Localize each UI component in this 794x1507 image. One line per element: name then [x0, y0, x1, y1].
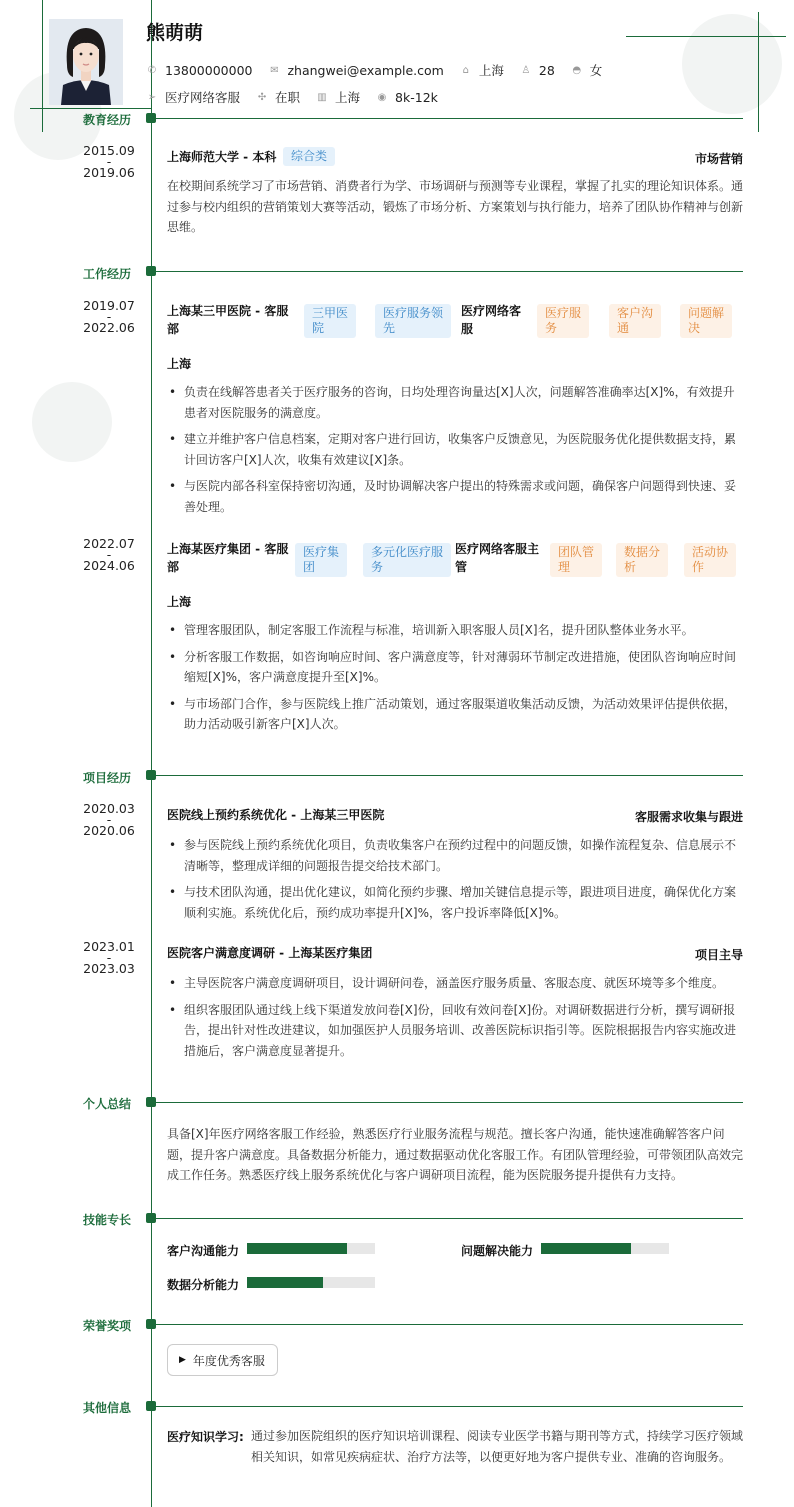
- skill-bar: [247, 1243, 375, 1254]
- tag-line: 客户沟: [617, 306, 654, 320]
- work-company: [167, 540, 295, 576]
- tag-line: 决: [688, 321, 701, 335]
- date-sep: -: [106, 154, 112, 169]
- tag-line: 先: [383, 321, 396, 335]
- project-bullets: [167, 835, 744, 929]
- tag-line: 团队管: [558, 545, 595, 559]
- salary-text: 8k-12k: [395, 89, 438, 105]
- date-sep: -: [106, 309, 112, 324]
- date-sep: -: [106, 950, 112, 965]
- project-start: 2023.01: [83, 939, 135, 954]
- work-bullets: [167, 382, 744, 523]
- skill-label: 数据分析能力: [167, 1278, 240, 1292]
- age-icon: ♙: [521, 64, 531, 76]
- section-divider: [156, 1218, 743, 1219]
- work-company-line2: 部: [167, 560, 180, 574]
- section-divider: [156, 1102, 743, 1103]
- work-bullets: [167, 620, 744, 741]
- status-icon: ✣: [257, 91, 267, 103]
- tag-line: 医疗集: [303, 545, 340, 559]
- other-label: 医疗知识学习:: [167, 1430, 244, 1444]
- section-dot: [146, 266, 156, 276]
- work-company-line2: 部: [167, 322, 180, 336]
- section-title-project: 项目经历: [83, 771, 132, 785]
- building-icon: ▥: [317, 91, 327, 103]
- section-dot: [146, 1097, 156, 1107]
- date-sep: -: [106, 812, 112, 827]
- project-start: 2020.03: [83, 801, 135, 816]
- contact-row: [146, 61, 618, 79]
- city-text: 上海: [478, 63, 504, 78]
- skill-bar-fill: [541, 1243, 631, 1254]
- list-item: • 主导医院客户满意度调研项目，设计调研问卷，涵盖医疗服务质量、客服态度、就医环境等多个维度。: [167, 973, 744, 994]
- mail-icon: ✉: [270, 64, 279, 76]
- job-row: [146, 88, 454, 106]
- phone-text: 13800000000: [165, 62, 253, 78]
- work-tag: [295, 543, 347, 577]
- send-icon: ➢: [147, 91, 157, 103]
- tag-line: 医疗服: [545, 306, 582, 320]
- edu-tag: 综合类: [283, 147, 335, 166]
- profile-photo: [49, 19, 123, 105]
- list-item: • 组织客服团队通过线上线下渠道发放问卷[X]份，回收有效问卷[X]份。对调研数据进行分析，撰写调研报告，提出针对性改进建议，如加强医护人员服务培训、改善医院标识指引等。医院根据报告内容实施改进措施后，客户满意度显著提升。: [167, 1000, 744, 1062]
- work-end: 2022.06: [83, 320, 135, 335]
- skill-label: 客户沟通能力: [167, 1244, 240, 1258]
- home-icon: ⌂: [462, 64, 470, 76]
- project-role: 客服需求收集与跟进: [634, 810, 743, 824]
- edu-school: 上海师范大学 - 本科: [167, 150, 277, 164]
- project-end: 2023.03: [83, 961, 135, 976]
- project-title: 医院线上预约系统优化 - 上海某三甲医院: [167, 808, 385, 822]
- list-item: • 负责在线解答患者关于医疗服务的咨询，日均处理咨询量达[X]人次，问题解答准确率达[X]%，有效提升患者对医院服务的满意度。: [167, 382, 744, 423]
- section-title-skills: 技能专长: [83, 1213, 132, 1227]
- work-company-line1: 上海某三甲医院 - 客服: [167, 304, 289, 318]
- salary-icon: ◉: [377, 91, 387, 103]
- section-title-summary: 个人总结: [83, 1097, 132, 1111]
- work-skill-tag: [537, 304, 589, 338]
- tag-line: 理: [558, 560, 571, 574]
- skill-label: 问题解决能力: [461, 1244, 534, 1258]
- job-item: [146, 88, 240, 106]
- candidate-name: 熊萌萌: [146, 22, 204, 44]
- project-title: 医院客户满意度调研 - 上海某医疗集团: [167, 946, 373, 960]
- work-end: 2024.06: [83, 558, 135, 573]
- gender-text: 女: [589, 63, 603, 78]
- edu-date: [80, 145, 138, 178]
- work-role-line2: 服: [461, 322, 474, 336]
- tag-line: 作: [692, 560, 705, 574]
- skill-bar: [247, 1277, 375, 1288]
- summary-text: 具备[X]年医疗网络客服工作经验，熟悉医疗行业服务流程与规范。擅长客户沟通，能快速准确解答客户问题，提升客户满意度。具备数据分析能力，通过数据驱动优化客服工作。有团队管理经验，可带领团队高效完成工作任务。熟悉医疗线上服务系统优化与客户调研项目流程，能为医院服务提升提供有力支持。: [167, 1127, 744, 1182]
- age-text: 28: [538, 62, 555, 78]
- edu-description: 在校期间系统学习了市场营销、消费者行为学、市场调研与预测等专业课程，掌握了扎实的理论知识体系。通过参与校内组织的营销策划大赛等活动，锻炼了市场分析、方案策划与执行能力，培养了团队协作精神与创新思维。: [167, 179, 744, 234]
- email-text: zhangwei@example.com: [287, 62, 444, 78]
- other-text: 通过参加医院组织的医疗知识培训课程、阅读专业医学书籍与期刊等方式，持续学习医疗领域相关知识，如常见疾病症状、治疗方法等，以便更好地为客户提供专业、准确的咨询服务。: [251, 1429, 744, 1464]
- phone-item: [146, 63, 252, 78]
- list-item: • 建立并维护客户信息档案，定期对客户进行回访，收集客户反馈意见，为医院服务优化提供数据支持，累计回访客户[X]人次，收集有效建议[X]条。: [167, 429, 744, 470]
- list-item: • 分析客服工作数据，如咨询响应时间、客户满意度等，针对薄弱环节制定改进措施，使团队咨询响应时间缩短[X]%，客户满意度提升至[X]%。: [167, 647, 744, 688]
- work-location: 上海: [167, 595, 192, 609]
- tag-line: 活动协: [692, 545, 729, 559]
- decor-vline-left: [42, 0, 43, 132]
- gender-icon: ◓: [572, 64, 582, 76]
- age-item: [520, 63, 555, 78]
- decor-hline-right: [626, 36, 786, 37]
- section-divider: [156, 118, 743, 119]
- work-company: [167, 302, 297, 338]
- tag-line: 多元化医疗服: [371, 545, 444, 559]
- play-icon: ▶: [179, 1355, 186, 1365]
- work-date: [80, 538, 138, 571]
- date-sep: -: [106, 547, 112, 562]
- project-end: 2020.06: [83, 823, 135, 838]
- section-dot: [146, 770, 156, 780]
- work-start: 2019.07: [83, 298, 135, 313]
- tag-line: 数据分: [624, 545, 661, 559]
- edu-end: 2019.06: [83, 165, 135, 180]
- salary-item: [376, 90, 438, 105]
- target-city-text: 上海: [335, 90, 361, 105]
- project-date: [80, 941, 138, 974]
- work-tag: [304, 304, 356, 338]
- tag-line: 团: [303, 560, 316, 574]
- section-divider: [156, 1406, 743, 1407]
- decor-hline-left: [30, 108, 152, 109]
- work-skill-tag: [616, 543, 668, 577]
- work-skill-tag: [680, 304, 732, 338]
- work-tag: [363, 543, 451, 577]
- decor-vline-right: [758, 12, 759, 132]
- skill-bar: [541, 1243, 669, 1254]
- list-item: • 与市场部门合作，参与医院线上推广活动策划，通过客服渠道收集活动反馈，为活动效果评估提供依据，助力活动吸引新客户[X]人次。: [167, 694, 744, 735]
- target-city-item: [316, 88, 360, 106]
- tag-line: 院: [312, 321, 325, 335]
- decor-circle-top-right: [682, 14, 782, 114]
- phone-icon: ✆: [147, 64, 157, 76]
- list-item: • 管理客服团队，制定客服工作流程与标准，培训新入职客服人员[X]名，提升团队整体业务水平。: [167, 620, 744, 641]
- work-location: 上海: [167, 357, 192, 371]
- project-role: 项目主导: [694, 948, 743, 962]
- list-item: • 与医院内部各科室保持密切沟通，及时协调解决客户提出的特殊需求或问题，确保客户问题得到快速、妥善处理。: [167, 476, 744, 517]
- job-text: 医疗网络客服: [165, 90, 241, 105]
- section-title-education: 教育经历: [83, 113, 132, 127]
- tag-line: 务: [545, 321, 558, 335]
- section-title-other: 其他信息: [83, 1401, 132, 1415]
- section-dot: [146, 113, 156, 123]
- work-skill-tag: [684, 543, 736, 577]
- work-role-line2: 管: [455, 560, 468, 574]
- city-item: [460, 61, 504, 79]
- work-role: [455, 540, 539, 576]
- work-start: 2022.07: [83, 536, 135, 551]
- award-badge: [167, 1344, 278, 1376]
- section-divider: [156, 1324, 743, 1325]
- work-tag: [375, 304, 451, 338]
- list-item: • 参与医院线上预约系统优化项目，负责收集客户在预约过程中的问题反馈，如操作流程复杂、信息展示不清晰等，整理成详细的问题报告提交给技术部门。: [167, 835, 744, 876]
- work-skill-tag: [550, 543, 602, 577]
- section-divider: [156, 271, 743, 272]
- section-dot: [146, 1401, 156, 1411]
- work-role-line1: 医疗网络客: [461, 304, 522, 318]
- work-role: [461, 302, 521, 338]
- tag-line: 三甲医: [312, 306, 349, 320]
- edu-major: 市场营销: [694, 152, 743, 166]
- tag-line: 析: [624, 560, 637, 574]
- list-item: • 与技术团队沟通，提出优化建议，如简化预约步骤、增加关键信息提示等，跟进项目进度，确保优化方案顺利实施。系统优化后，预约成功率提升[X]%，客户投诉率降低[X]%。: [167, 882, 744, 923]
- tag-line: 问题解: [688, 306, 725, 320]
- award-text: 年度优秀客服: [192, 1353, 265, 1368]
- timeline-line: [151, 0, 152, 1507]
- tag-line: 医疗服务领: [383, 306, 444, 320]
- work-company-line1: 上海某医疗集团 - 客服: [167, 542, 289, 556]
- edu-start: 2015.09: [83, 143, 135, 158]
- status-item: [256, 88, 300, 106]
- tag-line: 务: [371, 560, 384, 574]
- email-item: [268, 63, 443, 78]
- work-date: [80, 300, 138, 333]
- work-skill-tag: [609, 304, 661, 338]
- section-title-work: 工作经历: [83, 267, 132, 281]
- section-dot: [146, 1213, 156, 1223]
- section-dot: [146, 1319, 156, 1329]
- work-role-line1: 医疗网络客服主: [455, 542, 540, 556]
- project-date: [80, 803, 138, 836]
- section-title-awards: 荣誉奖项: [83, 1319, 132, 1333]
- skill-bar-fill: [247, 1243, 347, 1254]
- status-text: 在职: [275, 90, 301, 105]
- skill-bar-fill: [247, 1277, 323, 1288]
- section-divider: [156, 775, 743, 776]
- decor-circle-mid-left: [32, 382, 112, 462]
- gender-item: [571, 61, 603, 79]
- tag-line: 通: [617, 321, 630, 335]
- project-bullets: [167, 973, 744, 1067]
